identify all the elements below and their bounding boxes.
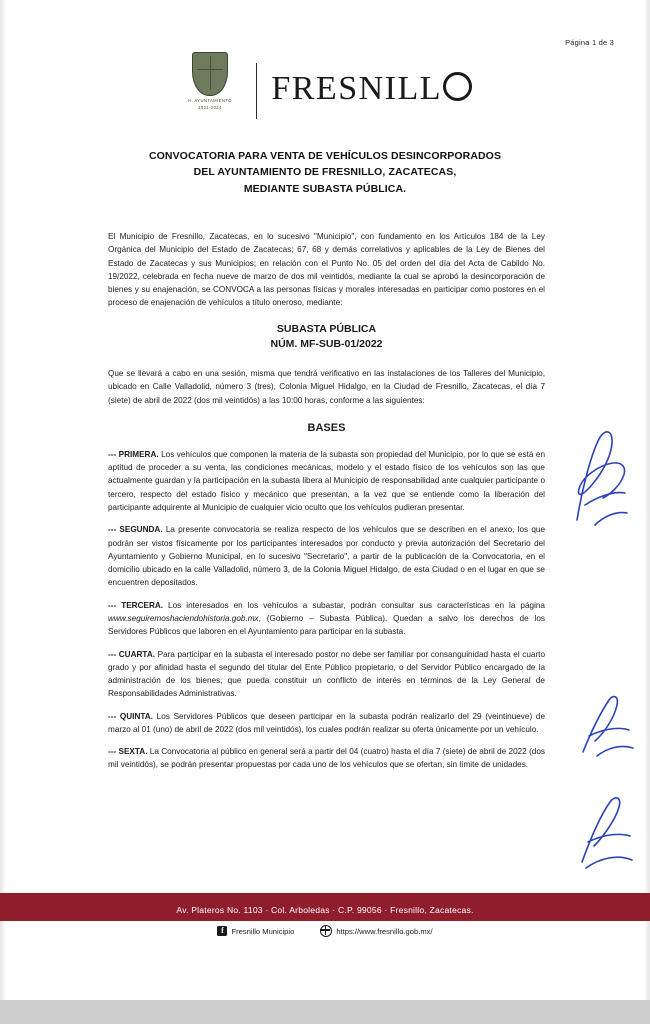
clause-segunda-text: La presente convocatoria se realiza respecto de los vehículos que se describen en el anexo, los que podrán ser vistos físicamente por los participantes interesados por conducto y previa autorización del Secretario del Ayuntamiento y Gobierno Municipal, en lo sucesivo "Secretario", a partir de la publicación de la Convocatoria, en el domicilio ubicado en la calle Valladolid, número 3, de la Colonia Miguel Hidalgo, de esta Ciudad o en el lugar en que se encuentren depositados. — [108, 525, 546, 588]
signature-mark-bottom — [572, 790, 644, 880]
intro-paragraph: El Municipio de Fresnillo, Zacatecas, en lo sucesivo "Municipio", con fundamento en los Artículos 184 de la Ley Orgánica del Municipio del Estado de Zacatecas; 67, 68 y demás correlativos y aplicables de la Ley de Bienes del Estado de Zacatecas y sus Municipios; en relación con el Punto No. 05 del orden del día del Acta de Cabildo No. 19/2022, celebrada en fecha nueve de marzo de dos mil veintidós, mediante la cual se aprobó la desincorporación de bienes y su enajenación, se CONVOCA a las personas físicas y morales interesadas en participar como postores en el proceso de enajenación de vehículos a título oneroso, mediante: — [108, 232, 545, 308]
document-body — [108, 230, 545, 781]
auction-heading-line-2: NÚM. MF-SUB-01/2022 — [270, 338, 383, 351]
clause-primera-text: Los vehículos que componen la materia de la subasta son propiedad del Municipio, por lo que se está en aptitud de proceder a su venta, las condiciones mecánicas, modelo y el estado físico de los vehículos son las que actualmente guardan y la participación en la subasta libera al Municipio de responsabilidad ante cualquier participante o tercero, respecto del estado físico y mecánico que presentan, a la vez que se entiende como la liberación del participante adquirente al Municipio de cualquier vicio oculto que los vehículos pudieran presentar. — [108, 449, 545, 512]
clause-sexta-label: --- SEXTA. — [108, 747, 148, 757]
clause-primera — [108, 448, 545, 514]
footer-address-bar — [0, 899, 650, 921]
website-link[interactable] — [320, 925, 432, 937]
clause-cuarta-text: Para participar en la subasta el interesado postor no debe ser familiar por consanguinidad hasta el cuarto grado y por afinidad hasta el segundo del titular del Ente Público propietario, o del Servidor Público encargado de la administración de los bienes, que pueda constituir un conflicto de interés en términos de la Ley General de Responsabilidades Administrativas. — [108, 649, 546, 699]
clause-tercera-text: Los interesados en los vehículos a subastar, podrán consultar sus características en la página — [163, 600, 545, 610]
title-line-1: CONVOCATORIA PARA VENTA DE VEHÍCULOS DESINCORPORADOS — [148, 150, 502, 162]
clause-segunda-label: --- SEGUNDA. — [108, 525, 163, 535]
clause-quinta — [108, 710, 545, 737]
brand-o-ring-icon — [443, 72, 472, 101]
clause-cuarta — [108, 648, 545, 701]
bases-heading: BASES — [307, 422, 346, 435]
brand-wordmark-text: FRESNILL — [271, 70, 443, 107]
clause-tercera-text-2: , (Gobierno – Subasta Pública). Quedan a salvo los derechos de los Servidores Públicos que laboren en el Ayuntamiento para participar en la subasta. — [108, 613, 545, 637]
clause-sexta — [108, 745, 545, 772]
clause-segunda — [108, 523, 545, 589]
crest-line-1: H. AYUNTAMIENTO — [188, 98, 232, 103]
header-divider — [256, 63, 257, 119]
title-line-2: DEL AYUNTAMIENTO DE FRESNILLO, ZACATECAS, — [193, 166, 457, 179]
clause-tercera-label: --- TERCERA. — [108, 600, 164, 610]
page-bottom-strip — [0, 1000, 650, 1024]
crest-line-2: 2021-2024 — [198, 105, 222, 111]
clause-primera-label: --- PRIMERA. — [108, 449, 159, 459]
facebook-icon: f — [217, 926, 227, 936]
auction-heading — [108, 322, 545, 354]
shield-icon — [192, 52, 228, 96]
page-title — [0, 148, 650, 197]
footer-links — [0, 925, 650, 937]
auction-heading-line-1: SUBASTA PÚBLICA — [276, 322, 377, 335]
brand-wordmark — [271, 72, 472, 110]
clause-quinta-text: Los Servidores Públicos que deseen participar en la subasta podrán realizarlo del 29 (veintinueve) de marzo al 01 (uno) de abril de 2022 (dos mil veintidós), los cuales podrán realizar su oferta únicamente por un vehículo. — [108, 711, 545, 734]
municipal-crest-icon — [178, 52, 242, 130]
document-header — [0, 52, 650, 130]
page-number: Página 1 de 3 — [565, 38, 614, 47]
signature-mark-middle — [575, 690, 645, 770]
globe-icon — [320, 925, 332, 937]
venue-paragraph: Que se llevará a cabo en una sesión, misma que tendrá verificativo en las instalaciones de los Talleres del Municipio, ubicado en Calle Valladolid, número 3 (tres), Colonia Miguel Hidalgo, en la Ciudad de Fresnillo, Zacatecas, el día 7 (siete) de abril de 2022 (dos mil veintidós) a las 10:00 horas, conforme a las siguientes: — [108, 369, 545, 405]
clause-cuarta-label: --- CUARTA. — [108, 649, 156, 659]
signature-mark-top — [565, 425, 645, 535]
footer-address: Av. Plateros No. 1103 · Col. Arboledas · C.P. 99056 · Fresnillo, Zacatecas. — [176, 905, 474, 915]
clause-tercera-url: www.seguiremoshaciendohistoria.gob.mx — [108, 613, 259, 623]
clause-sexta-text: La Convocatoria al público en general será a partir del 04 (cuatro) hasta el día 7 (siete) de abril de 2022 (dos mil veintidós), se podrán presentar propuestas por cada uno de los vehículos que se ofertan, sin límite de unidades. — [108, 747, 545, 770]
clause-tercera — [108, 599, 545, 639]
facebook-link[interactable] — [217, 926, 294, 936]
facebook-label: Fresnillo Municipio — [231, 926, 295, 936]
website-url: https://www.fresnillo.gob.mx/ — [336, 926, 433, 936]
title-line-3: MEDIANTE SUBASTA PÚBLICA. — [243, 182, 407, 195]
clause-quinta-label: --- QUINTA. — [108, 711, 153, 721]
